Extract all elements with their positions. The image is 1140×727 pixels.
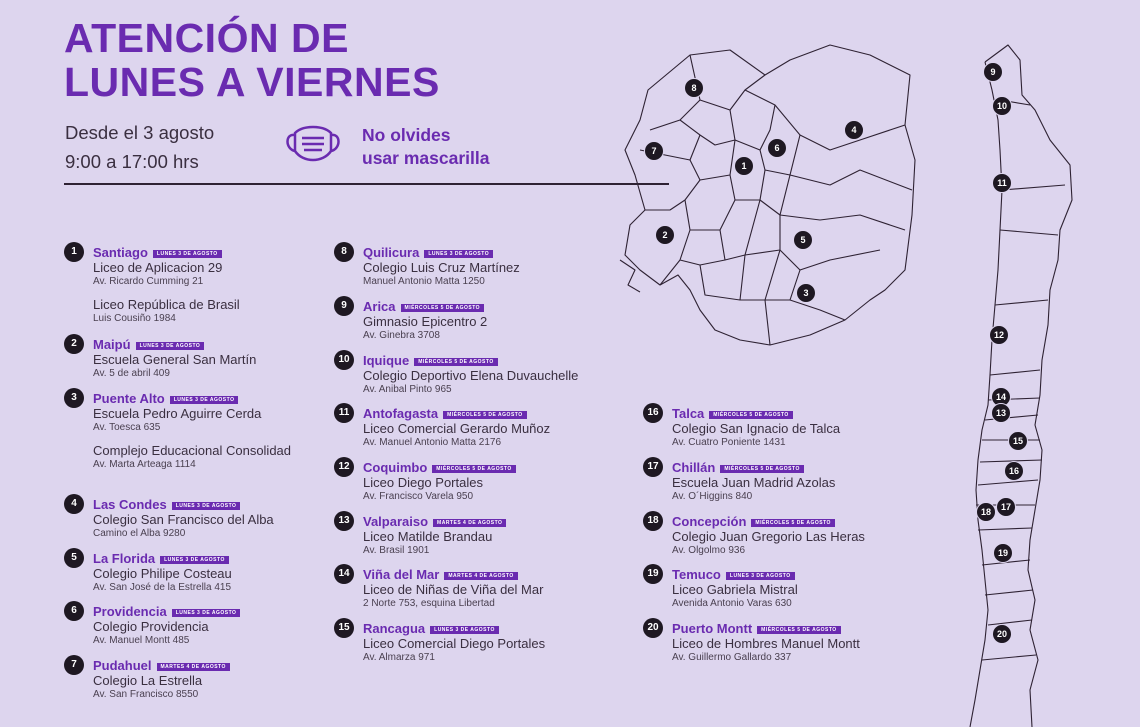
location-entry [338,353,663,397]
commune-name: Arica [363,299,396,314]
location-number-badge: 4 [64,494,84,514]
location-entry [341,245,663,289]
santiago-map-marker: 1 [734,156,754,176]
location-number-badge: 20 [643,618,663,638]
commune-name: Rancagua [363,621,426,636]
santiago-map-marker: 5 [793,230,813,250]
commune-name: Providencia [93,604,167,619]
commune-name: Quilicura [363,245,420,260]
location-header [363,621,663,636]
school-address: Av. Cuatro Poniente 1431 [672,437,786,448]
location-header [363,245,663,260]
santiago-map-marker: 7 [644,141,664,161]
date-tag: MIÉRCOLES 5 DE AGOSTO [751,519,835,527]
school-name: Colegio Providencia [93,619,209,634]
school-name: Liceo de Aplicacion 29 [93,260,223,275]
location-number-badge: 1 [64,242,84,262]
location-entry [338,621,663,665]
commune-name: Antofagasta [363,406,439,421]
school-name: Liceo Comercial Gerardo Muñoz [363,421,551,436]
school-address: Av. Toesca 635 [93,422,161,433]
school-name: Colegio Juan Gregorio Las Heras [672,529,865,544]
location-number-badge: 12 [334,457,354,477]
location-number-badge: 15 [334,618,354,638]
school-name-secondary: Liceo República de Brasil [93,297,240,312]
school-name: Colegio San Ignacio de Talca [672,421,841,436]
school-address: Av. Olgolmo 936 [672,545,746,556]
date-tag: LUNES 3 DE AGOSTO [424,250,493,258]
commune-name: Puerto Montt [672,621,753,636]
commune-name: Iquique [363,353,410,368]
school-address: Av. Ginebra 3708 [363,330,440,341]
location-header [363,514,663,529]
location-header [363,353,663,368]
date-tag: MARTES 4 DE AGOSTO [433,519,506,527]
location-header [93,658,393,673]
schedule-hours: 9:00 a 17:00 hrs [65,151,199,172]
school-address: Av. San José de la Estrella 415 [93,582,232,593]
location-number-badge: 6 [64,601,84,621]
school-address: Av. 5 de abril 409 [93,368,170,379]
location-header [363,460,663,475]
location-number-badge: 13 [334,511,354,531]
date-tag: MIÉRCOLES 5 DE AGOSTO [720,465,804,473]
location-entry [647,406,972,450]
title-line-2: LUNES A VIERNES [64,59,440,105]
divider [64,183,669,185]
location-number-badge: 10 [334,350,354,370]
chile-map-marker: 17 [996,497,1016,517]
school-name: Liceo Matilde Brandau [363,529,493,544]
commune-name: La Florida [93,551,156,566]
date-tag: MARTES 4 DE AGOSTO [444,572,517,580]
school-address: Av. Brasil 1901 [363,545,430,556]
school-address: Manuel Antonio Matta 1250 [363,276,485,287]
santiago-map-marker: 6 [767,138,787,158]
location-header [93,337,393,352]
school-address-secondary: Av. Marta Arteaga 1114 [93,459,196,470]
santiago-map-marker: 3 [796,283,816,303]
commune-name: Talca [672,406,705,421]
location-entry [647,514,972,558]
chile-map-marker: 14 [991,387,1011,407]
school-name: Colegio San Francisco del Alba [93,512,274,527]
santiago-map-marker: 4 [844,120,864,140]
school-name: Liceo Comercial Diego Portales [363,636,546,651]
title-line-1: ATENCIÓN DE [64,15,349,61]
date-tag: LUNES 3 DE AGOSTO [726,572,795,580]
location-header [672,460,972,475]
location-number-badge: 3 [64,388,84,408]
commune-name: Viña del Mar [363,567,440,582]
location-entry [71,658,393,702]
santiago-map-marker: 2 [655,225,675,245]
chile-map-marker: 13 [991,403,1011,423]
chile-map-marker: 10 [992,96,1012,116]
location-number-badge: 5 [64,548,84,568]
location-entry [338,406,663,450]
location-number-badge: 7 [64,655,84,675]
commune-name: Puente Alto [93,391,165,406]
mask-reminder [362,124,489,170]
date-tag: LUNES 3 DE AGOSTO [172,609,241,617]
location-number-badge: 9 [334,296,354,316]
commune-name: Temuco [672,567,721,582]
school-name: Liceo Gabriela Mistral [672,582,798,597]
chile-map-marker: 18 [976,502,996,522]
school-address: Av. Anibal Pinto 965 [363,384,452,395]
date-tag: LUNES 3 DE AGOSTO [136,342,205,350]
commune-name: Chillán [672,460,716,475]
location-header [672,406,972,421]
date-tag: MIÉRCOLES 5 DE AGOSTO [757,626,841,634]
school-address-secondary: Luis Cousiño 1984 [93,313,176,324]
chile-map-marker: 12 [989,325,1009,345]
school-name-secondary: Complejo Educacional Consolidad [93,443,292,458]
chile-map [970,45,1072,727]
location-header [672,621,972,636]
location-header [363,299,663,314]
location-header [363,406,663,421]
school-name: Liceo Diego Portales [363,475,483,490]
school-name: Colegio Deportivo Elena Duvauchelle [363,368,579,383]
date-tag: LUNES 3 DE AGOSTO [160,556,229,564]
school-address: Av. Manuel Montt 485 [93,635,190,646]
location-number-badge: 18 [643,511,663,531]
location-header [672,567,972,582]
location-number-badge: 14 [334,564,354,584]
date-tag: MIÉRCOLES 5 DE AGOSTO [401,304,485,312]
location-header [93,604,393,619]
school-name: Colegio Philipe Costeau [93,566,232,581]
chile-map-marker: 15 [1008,431,1028,451]
location-number-badge: 11 [334,403,354,423]
school-address: Av. Almarza 971 [363,652,435,663]
school-address: Av. Francisco Varela 950 [363,491,474,502]
school-name: Colegio La Estrella [93,673,203,688]
commune-name: Valparaiso [363,514,429,529]
chile-map-marker: 11 [992,173,1012,193]
commune-name: Concepción [672,514,747,529]
location-header [672,514,972,529]
location-entry [647,460,972,504]
chile-map-marker: 9 [983,62,1003,82]
school-address: 2 Norte 753, esquina Libertad [363,598,495,609]
school-name: Gimnasio Epicentro 2 [363,314,488,329]
school-address: Camino el Alba 9280 [93,528,186,539]
santiago-communes-map [620,45,915,345]
chile-map-marker: 19 [993,543,1013,563]
schedule [65,118,214,176]
location-number-badge: 19 [643,564,663,584]
school-name: Liceo de Niñas de Viña del Mar [363,582,544,597]
location-number-badge: 17 [643,457,663,477]
mask-reminder-line-1: No olvides [362,125,451,145]
date-tag: MIÉRCOLES 5 DE AGOSTO [709,411,793,419]
date-tag: LUNES 3 DE AGOSTO [430,626,499,634]
mask-reminder-line-2: usar mascarilla [362,148,490,168]
date-tag: MARTES 4 DE AGOSTO [157,663,230,671]
school-address: Av. Manuel Antonio Matta 2176 [363,437,502,448]
commune-name: Las Condes [93,497,167,512]
schedule-start: Desde el 3 agosto [65,122,215,143]
location-entry [338,460,663,504]
commune-name: Maipú [93,337,131,352]
date-tag: MIÉRCOLES 5 DE AGOSTO [414,358,498,366]
page-title [64,16,440,104]
location-header [363,567,663,582]
date-tag: LUNES 3 DE AGOSTO [172,502,241,510]
chile-map-marker: 20 [992,624,1012,644]
school-address: Av. San Francisco 8550 [93,689,199,700]
school-name: Colegio Luis Cruz Martínez [363,260,520,275]
location-entry [338,514,663,558]
location-number-badge: 2 [64,334,84,354]
location-entry [338,567,663,611]
school-address: Av. Ricardo Cumming 21 [93,276,204,287]
date-tag: MIÉRCOLES 5 DE AGOSTO [443,411,527,419]
commune-name: Santiago [93,245,148,260]
location-header [93,551,393,566]
location-entry [341,299,663,343]
school-address: Av. O´Higgins 840 [672,491,753,502]
location-number-badge: 16 [643,403,663,423]
chile-map-marker: 16 [1004,461,1024,481]
location-entry [647,567,972,611]
date-tag: LUNES 3 DE AGOSTO [170,396,239,404]
date-tag: LUNES 3 DE AGOSTO [153,250,222,258]
commune-name: Coquimbo [363,460,428,475]
school-name: Liceo de Hombres Manuel Montt [672,636,860,651]
school-name: Escuela General San Martín [93,352,257,367]
santiago-map-marker: 8 [684,78,704,98]
location-header [93,497,393,512]
location-number-badge: 8 [334,242,354,262]
date-tag: MIÉRCOLES 5 DE AGOSTO [432,465,516,473]
school-name: Escuela Juan Madrid Azolas [672,475,836,490]
commune-name: Pudahuel [93,658,152,673]
school-address: Avenida Antonio Varas 630 [672,598,792,609]
location-entry [647,621,972,665]
school-address: Av. Guillermo Gallardo 337 [672,652,792,663]
face-mask-icon [283,121,343,165]
school-name: Escuela Pedro Aguirre Cerda [93,406,262,421]
